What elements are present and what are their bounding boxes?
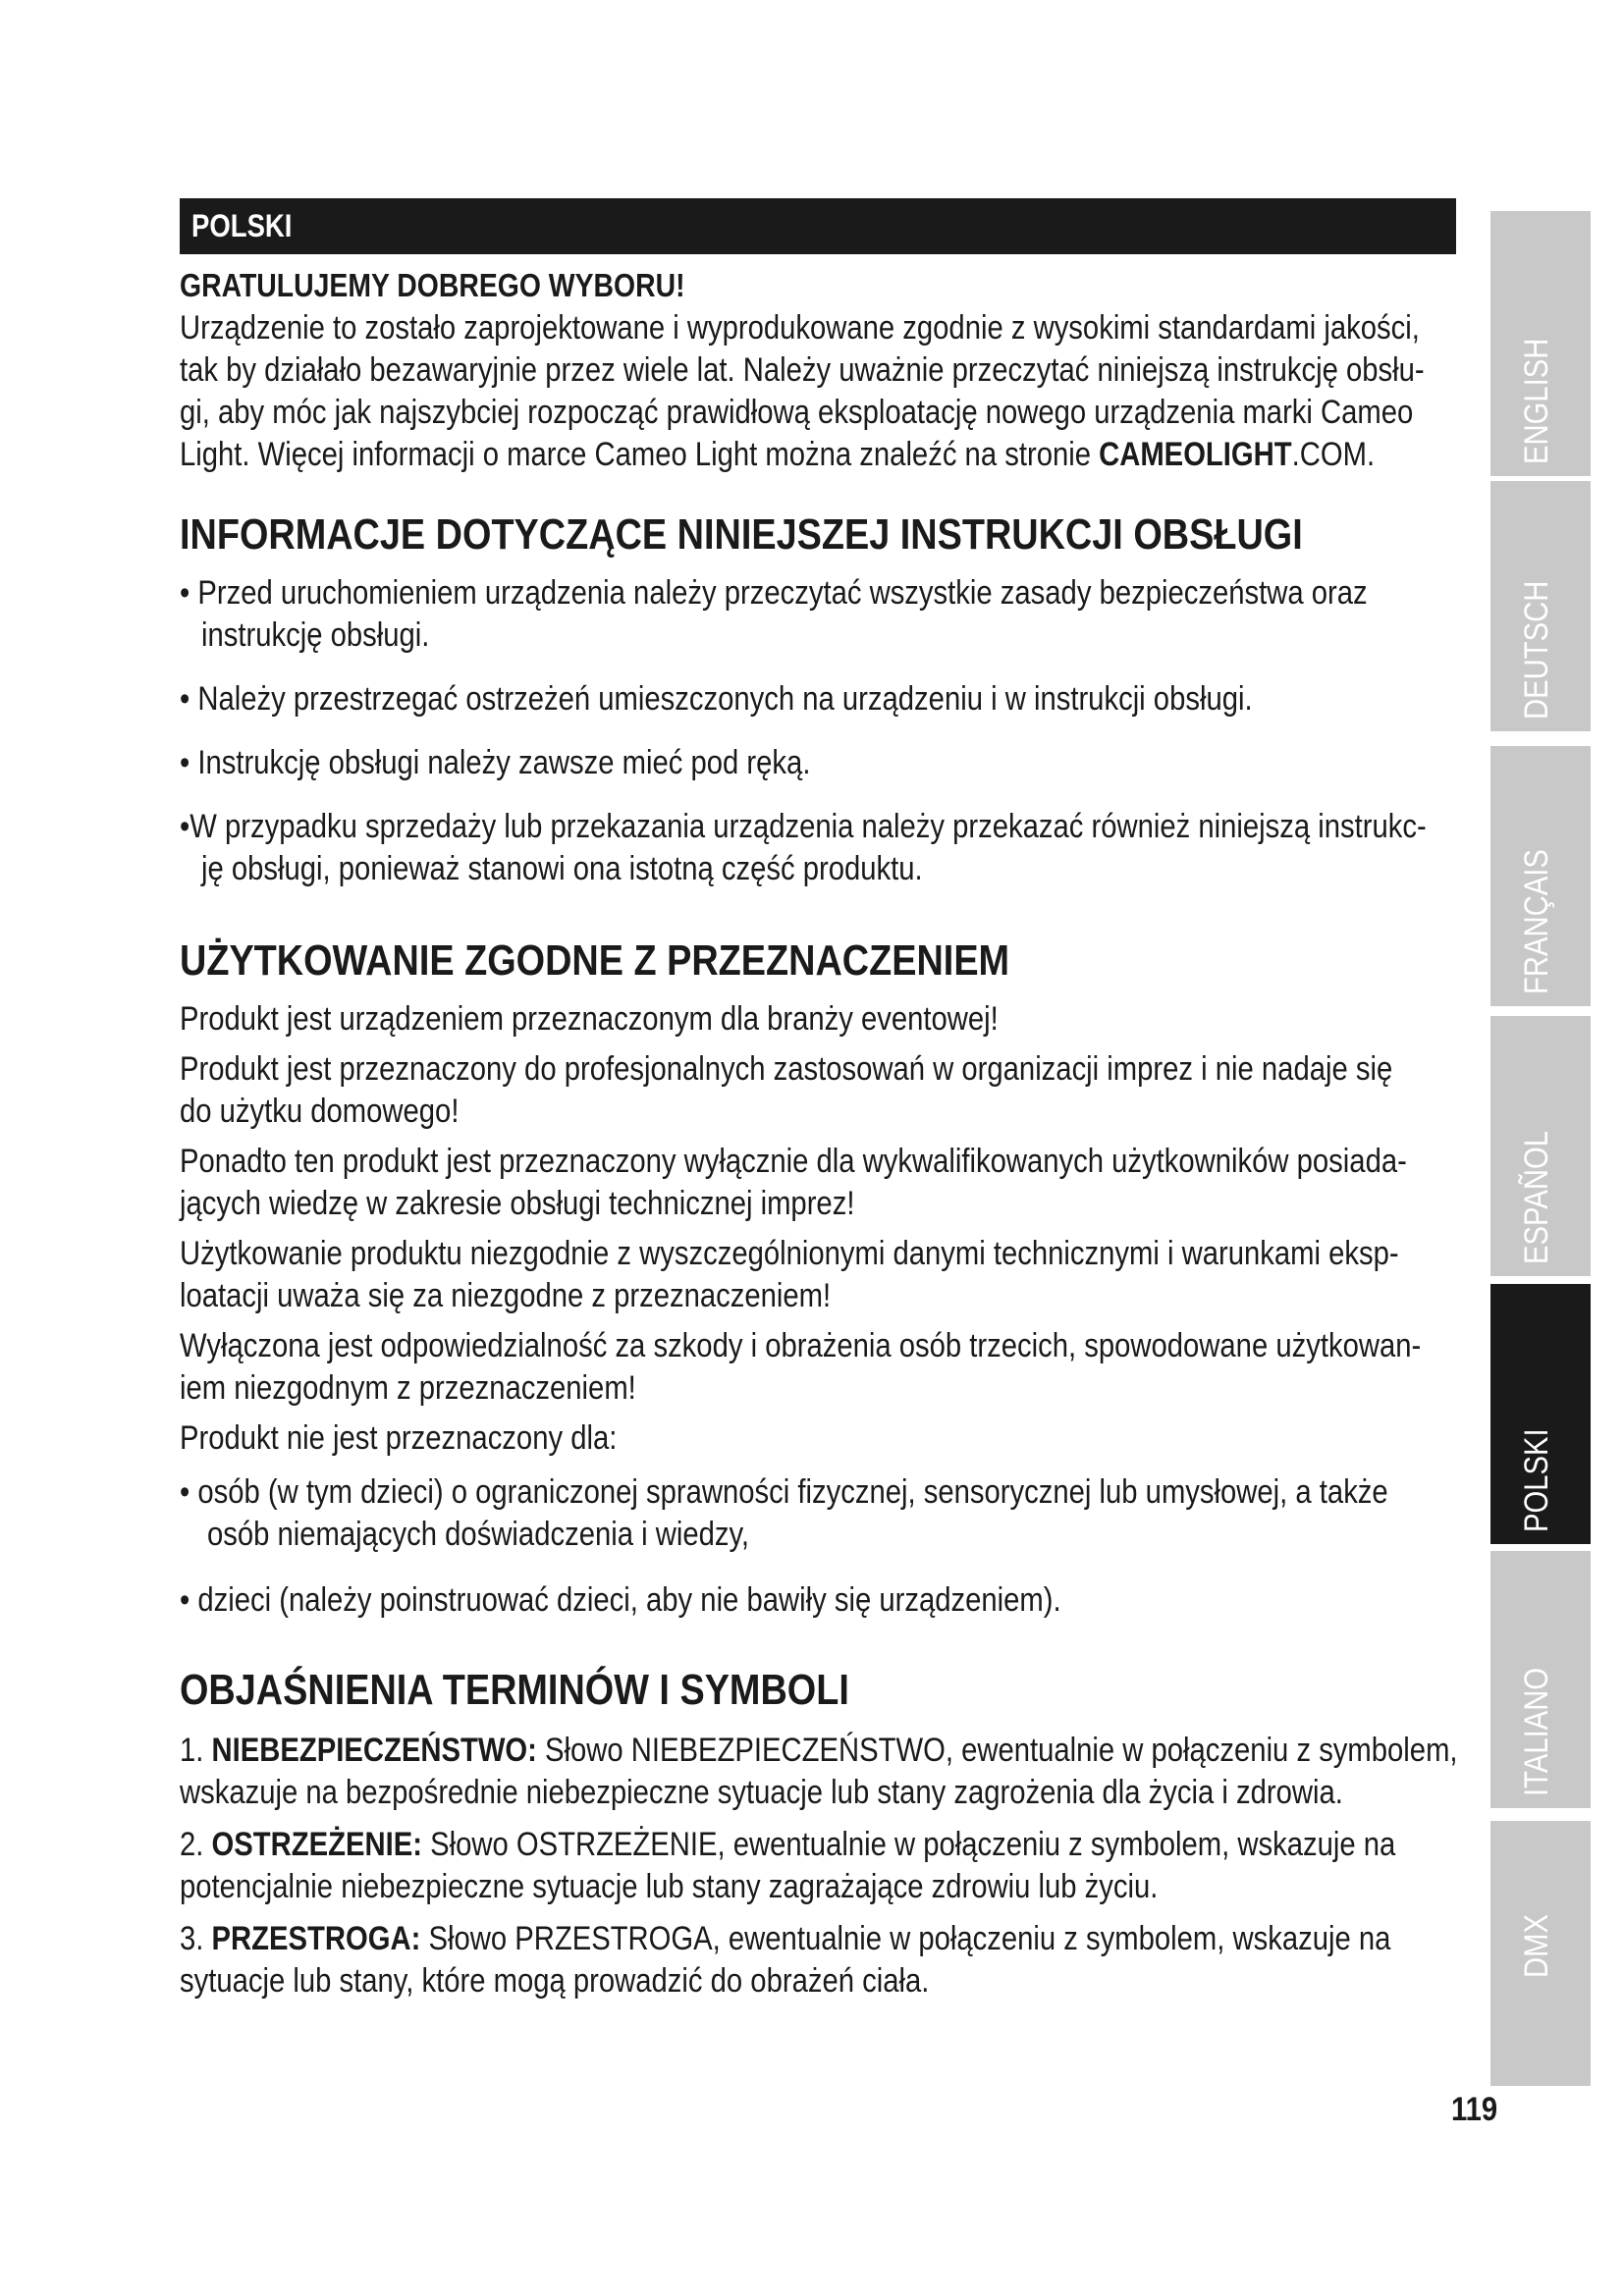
tab-francais-label: FRANÇAIS bbox=[1518, 849, 1555, 994]
bullet-line: osób niemających doświadczenia i wiedzy, bbox=[207, 1516, 750, 1553]
use-paragraph bbox=[180, 1048, 1456, 1133]
tab-english-label: ENGLISH bbox=[1518, 338, 1555, 464]
section-heading-terms-text: OBJAŚNIENIA TERMINÓW I SYMBOLI bbox=[180, 1666, 849, 1714]
intro-line: Urządzenie to zostało zaprojektowane i wyprodukowane zgodnie z wysokimi standardami jakości, bbox=[180, 309, 1420, 347]
tab-italiano-label: ITALIANO bbox=[1518, 1667, 1555, 1796]
bullet-line: • osób (w tym dzieci) o ograniczonej sprawności fizycznej, sensorycznej lub umysłowej, a także bbox=[180, 1473, 1388, 1511]
term-label: PRZESTROGA: bbox=[211, 1920, 421, 1957]
paragraph-line: Produkt jest urządzeniem przeznaczonym dla branży eventowej! bbox=[180, 1000, 999, 1038]
paragraph-line: jących wiedzę w zakresie obsługi technicznej imprez! bbox=[180, 1185, 855, 1222]
bullet-line: • Należy przestrzegać ostrzeżeń umieszczonych na urządzeniu i w instrukcji obsługi. bbox=[180, 680, 1253, 718]
section-heading-use bbox=[180, 934, 1456, 988]
term-text: Słowo PRZESTROGA, ewentualnie w połączeniu z symbolem, wskazuje na bbox=[420, 1920, 1391, 1957]
term-label: OSTRZEŻENIE: bbox=[211, 1826, 422, 1863]
tab-dmx[interactable] bbox=[1490, 1821, 1591, 2086]
bullet-line: • dzieci (należy poinstruować dzieci, aby nie bawiły się urządzeniem). bbox=[180, 1581, 1061, 1619]
bullet-line: ję obsługi, ponieważ stanowi ona istotną część produktu. bbox=[201, 850, 923, 887]
term-item bbox=[180, 1918, 1456, 2002]
list-item bbox=[180, 742, 1456, 784]
paragraph-line: do użytku domowego! bbox=[180, 1093, 460, 1130]
list-item bbox=[180, 1579, 1456, 1622]
bullet-line: •W przypadku sprzedaży lub przekazania urządzenia należy przekazać również niniejszą instrukc- bbox=[180, 808, 1427, 845]
tab-english[interactable] bbox=[1490, 211, 1591, 476]
language-sidebar bbox=[1490, 0, 1591, 2296]
use-paragraph bbox=[180, 1417, 1456, 1460]
tab-polski[interactable] bbox=[1490, 1284, 1591, 1544]
paragraph-line: Ponadto ten produkt jest przeznaczony wyłącznie dla wykwalifikowanych użytkowników posiada- bbox=[180, 1143, 1407, 1180]
use-paragraph bbox=[180, 1141, 1456, 1225]
paragraph-line: loatacji uważa się za niezgodne z przeznaczeniem! bbox=[180, 1277, 832, 1314]
language-header-bar bbox=[180, 198, 1456, 254]
tab-polski-label: POLSKI bbox=[1518, 1428, 1555, 1532]
tab-espanol-label: ESPAÑOL bbox=[1518, 1131, 1555, 1264]
section-heading-manual-text: INFORMACJE DOTYCZĄCE NINIEJSZEJ INSTRUKCJI OBSŁUGI bbox=[180, 510, 1303, 559]
paragraph-line: Produkt nie jest przeznaczony dla: bbox=[180, 1419, 618, 1457]
term-number: 2. bbox=[180, 1826, 212, 1863]
list-item bbox=[180, 678, 1456, 721]
term-label: NIEBEZPIECZEŃSTWO: bbox=[211, 1732, 537, 1769]
tab-dmx-label: DMX bbox=[1518, 1914, 1555, 1978]
term-number: 1. bbox=[180, 1732, 212, 1769]
language-header: POLSKI bbox=[191, 208, 293, 243]
paragraph-line: Produkt jest przeznaczony do profesjonalnych zastosowań w organizacji imprez i nie nadaje się bbox=[180, 1050, 1393, 1088]
intro-heading-text: GRATULUJEMY DOBREGO WYBORU! bbox=[180, 267, 685, 303]
term-text: sytuacje lub stany, które mogą prowadzić do obrażeń ciała. bbox=[180, 1962, 930, 2000]
intro-heading bbox=[180, 264, 1456, 307]
section-heading-terms bbox=[180, 1663, 1456, 1718]
page-number-text: 119 bbox=[1451, 2091, 1498, 2128]
term-text: Słowo OSTRZEŻENIE, ewentualnie w połączeniu z symbolem, wskazuje na bbox=[421, 1826, 1396, 1863]
list-item bbox=[180, 1471, 1456, 1556]
section-heading-manual bbox=[180, 507, 1456, 562]
page-number bbox=[1451, 2091, 1505, 2129]
use-paragraphs bbox=[180, 998, 1456, 1622]
list-item bbox=[180, 572, 1456, 657]
manual-bullet-list bbox=[180, 572, 1456, 890]
paragraph-line: Użytkowanie produktu niezgodnie z wyszczególnionymi danymi technicznymi i warunkami eksp- bbox=[180, 1235, 1399, 1272]
term-item bbox=[180, 1824, 1456, 1908]
use-paragraph bbox=[180, 998, 1456, 1041]
page-content bbox=[180, 198, 1456, 2002]
term-item bbox=[180, 1730, 1456, 1814]
intro-line: tak by działało bezawaryjnie przez wiele lat. Należy uważnie przeczytać niniejszą instrukcję obsłu- bbox=[180, 351, 1425, 389]
tab-deutsch-label: DEUTSCH bbox=[1518, 580, 1555, 720]
intro-line: gi, aby móc jak najszybciej rozpocząć prawidłową eksploatację nowego urządzenia marki Cameo bbox=[180, 394, 1414, 431]
bullet-line: • Instrukcję obsługi należy zawsze mieć pod ręką. bbox=[180, 744, 811, 781]
bullet-line: instrukcję obsługi. bbox=[201, 616, 430, 654]
list-item bbox=[180, 806, 1456, 890]
term-number: 3. bbox=[180, 1920, 212, 1957]
tab-italiano[interactable] bbox=[1490, 1551, 1591, 1808]
bullet-line: • Przed uruchomieniem urządzenia należy przeczytać wszystkie zasady bezpieczeństwa oraz bbox=[180, 574, 1368, 612]
website-link[interactable]: CAMEOLIGHT bbox=[1099, 436, 1292, 473]
term-text: Słowo NIEBEZPIECZEŃSTWO, ewentualnie w połączeniu z symbolem, bbox=[536, 1732, 1458, 1769]
paragraph-line: Wyłączona jest odpowiedzialność za szkody i obrażenia osób trzecich, spowodowane użytkowan- bbox=[180, 1327, 1422, 1364]
use-paragraph bbox=[180, 1325, 1456, 1410]
tab-francais[interactable] bbox=[1490, 746, 1591, 1006]
term-text: potencjalnie niebezpieczne sytuacje lub stany zagrażające zdrowiu lub życiu. bbox=[180, 1868, 1159, 1905]
section-heading-use-text: UŻYTKOWANIE ZGODNE Z PRZEZNACZENIEM bbox=[180, 936, 1010, 985]
use-paragraph bbox=[180, 1233, 1456, 1317]
tab-espanol[interactable] bbox=[1490, 1016, 1591, 1276]
paragraph-line: iem niezgodnym z przeznaczeniem! bbox=[180, 1369, 636, 1407]
tab-deutsch[interactable] bbox=[1490, 481, 1591, 731]
intro-paragraph bbox=[180, 307, 1456, 476]
intro-line: Light. Więcej informacji o marce Cameo Light można znaleźć na stronie bbox=[180, 436, 1100, 473]
website-suffix: .COM. bbox=[1291, 436, 1376, 473]
terms-list bbox=[180, 1730, 1456, 2002]
term-text: wskazuje na bezpośrednie niebezpieczne sytuacje lub stany zagrożenia dla życia i zdrowia. bbox=[180, 1774, 1343, 1811]
